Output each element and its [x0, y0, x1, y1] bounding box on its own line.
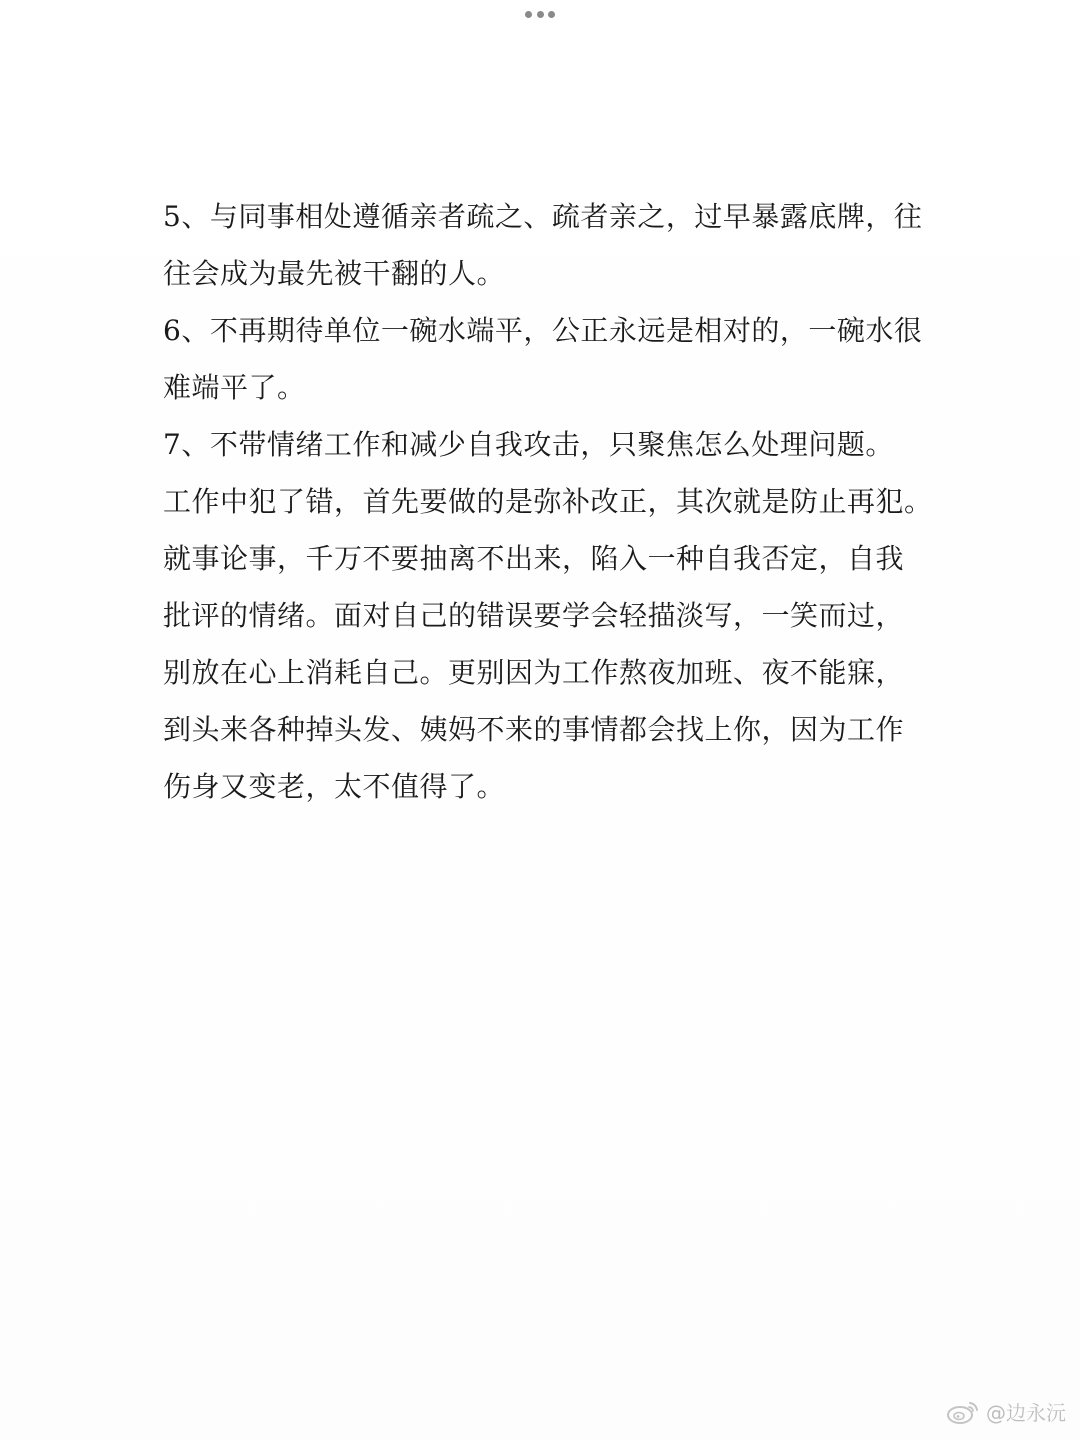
watermark — [946, 1397, 1066, 1426]
text-line: 难端平了。 — [163, 371, 306, 404]
text-line: 批评的情绪。面对自己的错误要学会轻描淡写，一笑而过， — [163, 599, 905, 632]
text-line: 5、与同事相处遵循亲者疏之、疏者亲之，过早暴露底牌，往 — [163, 200, 923, 233]
text-line: 工作中犯了错，首先要做的是弥补改正，其次就是防止再犯。 — [163, 485, 933, 518]
watermark-text: @边永沅 — [986, 1401, 1066, 1425]
text-line: 7、不带情绪工作和减少自我攻击，只聚焦怎么处理问题。 — [163, 428, 894, 461]
text-line: 到头来各种掉头发、姨妈不来的事情都会找上你，因为工作 — [163, 713, 905, 746]
text-line: 别放在心上消耗自己。更别因为工作熬夜加班、夜不能寐， — [163, 656, 905, 689]
text-line: 往会成为最先被干翻的人。 — [163, 257, 506, 290]
weibo-logo-icon — [946, 1399, 980, 1425]
text-line: 6、不再期待单位一碗水端平，公正永远是相对的，一碗水很 — [163, 314, 923, 347]
more-dots-icon[interactable] — [525, 10, 555, 18]
text-line: 伤身又变老，太不值得了。 — [163, 770, 506, 803]
text-line: 就事论事，千万不要抽离不出来，陷入一种自我否定，自我 — [163, 542, 905, 575]
document-body — [163, 188, 933, 815]
